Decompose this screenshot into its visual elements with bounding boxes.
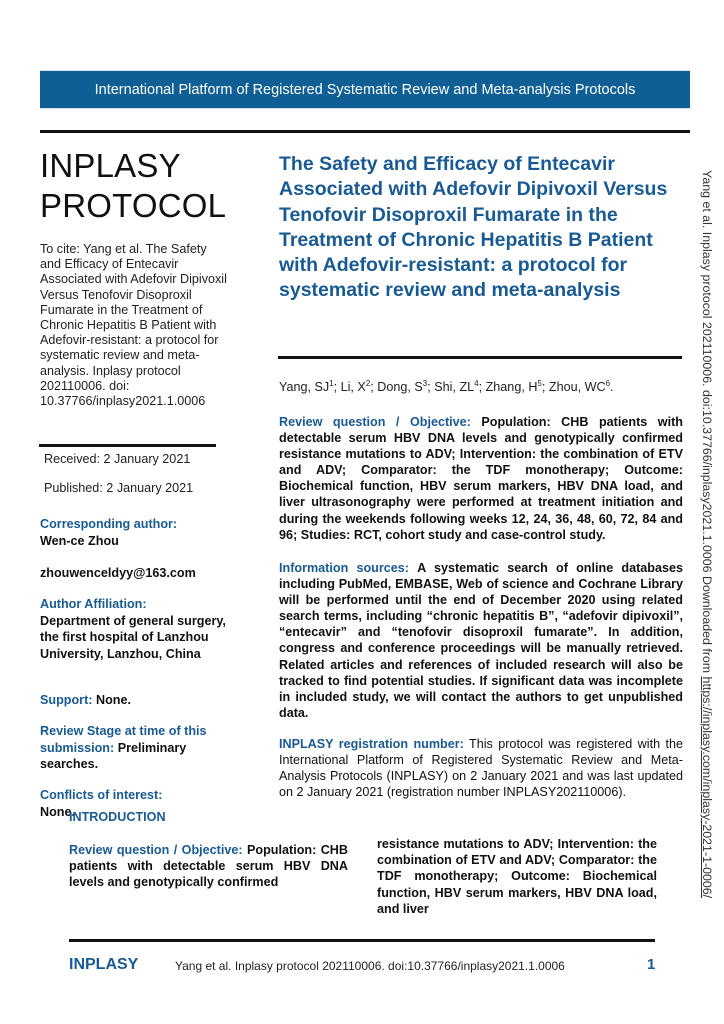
review-question-text: Population: CHB patients with detectable serum HBV DNA levels and genotypically confirmed resistance mutations to ADV; Intervention: the combination of ETV and ADV; Comparator: the TDF monotherapy; Outcome: Biochemical function, HBV serum markers, HBV DNA load, and liver ultrasonography were performed at treatment initiation and during the weekends following weeks 12, 24, 36, 48, 60, 72, 84 and 96; Studies: RCT, cohort study and case-control study. (279, 415, 683, 542)
conflicts-value: None. (40, 804, 75, 819)
review-stage-value: Preliminary searches. (40, 740, 187, 771)
side-watermark-text: Yang et al. Inplasy protocol 202110006. doi:10.37766/inplasy2021.1.0006 Downloaded from (700, 170, 714, 677)
sidebar-divider (39, 444, 216, 447)
received-date: Received: 2 January 2021 (44, 452, 191, 466)
download-link[interactable]: https://inplasy.com/inplasy-2021-1-0006/ (700, 676, 714, 899)
footer-citation: Yang et al. Inplasy protocol 202110006. doi:10.37766/inplasy2021.1.0006 (175, 959, 565, 973)
information-sources-paragraph (279, 560, 683, 721)
top-divider (40, 130, 690, 133)
introduction-heading: INTRODUCTION (69, 810, 166, 824)
author: Shi, $ZL^4$; (434, 379, 486, 395)
author-email[interactable] (40, 565, 240, 582)
brand-line-1: INPLASY (40, 147, 181, 184)
information-sources-text: A systematic search of online databases including PubMed, EMBASE, Web of science and Cochrane Library will be performed until the end of December 2020 using related search terms, including “chronic hepatitis B”, “adefovir dipivoxil”, “entecavir” and “tenofovir disoproxil fumarate”. In addition, congress and conference proceedings will be manually retrieved. Related articles and references of included research will also be tracked to find potential studies. If significant data was incomplete in included study, we will contact the authors to get unpublished data. (279, 561, 683, 720)
review-stage-label: Review Stage at time of this submission: (40, 724, 207, 755)
review-stage-section (40, 723, 230, 773)
author: Zhou, $WC^6$. (548, 379, 614, 395)
introduction-column-2: resistance mutations to ADV; Intervention: the combination of ETV and ADV; Comparator: the TDF monotherapy; Outcome: Biochemical function, HBV serum markers, HBV DNA load, and liver (377, 837, 657, 916)
header-banner (40, 70, 690, 109)
author: Li, $X^2$; (340, 379, 378, 395)
review-question-paragraph (279, 414, 683, 543)
support-section (40, 692, 240, 709)
title-divider (278, 356, 682, 359)
affiliation-label: Author Affiliation: (40, 597, 147, 611)
information-sources-label: Information sources: (279, 561, 409, 575)
author-affiliation (40, 596, 235, 662)
support-label: Support: (40, 693, 93, 707)
inplasy-protocol-brand (40, 146, 226, 226)
footer-brand: INPLASY (69, 956, 139, 973)
intro-column-1-text: Population: CHB patients with detectable serum HBV DNA levels and genotypically confirmed (69, 843, 348, 890)
corresponding-author-name: Wen-ce Zhou (40, 533, 119, 548)
affiliation-value: Department of general surgery, the first hospital of Lanzhou University, Lanzhou, China (40, 613, 226, 661)
paper-title: The Safety and Efficacy of Entecavir Associated with Adefovir Dipivoxil Versus Tenofovir Disoproxil Fumarate in the Treatment of Chronic Hepatitis B Patient with Adefovir-resistant: a protocol for systematic review and meta-analysis (279, 153, 668, 302)
author: Zhang, $H^5$; (485, 379, 549, 395)
corresponding-author (40, 516, 240, 549)
banner-text: International Platform of Registered Systematic Review and Meta-analysis Protocols (94, 81, 636, 98)
author: Dong, $S^3$; (377, 379, 435, 395)
registration-paragraph (279, 736, 683, 800)
footer-divider (69, 939, 655, 942)
conflicts-label: Conflicts of interest: (40, 788, 163, 802)
author-list (279, 379, 614, 394)
side-watermark (698, 170, 714, 905)
corresponding-author-label: Corresponding author: (40, 517, 178, 531)
review-question-label: Review question / Objective: (279, 415, 471, 429)
citation-text: To cite: Yang et al. The Safety and Efficacy of Entecavir Associated with Adefovir Dipivoxil Versus Tenofovir Disoproxil Fumarate in the Treatment of Chronic Hepatitis B Patient with Adefovir-resistant: a protocol for systematic review and meta-analysis. Inplasy protocol 202110006. doi: 10.37766/inplasy2021.1.0006 (40, 242, 227, 409)
brand-line-2: PROTOCOL (40, 187, 227, 224)
author: Yang, $SJ^1$; (279, 379, 341, 395)
support-value: None. (95, 693, 131, 707)
page-number: 1 (647, 956, 656, 973)
registration-label: INPLASY registration number: (279, 737, 464, 751)
registration-text: This protocol was registered with the International Platform of Registered Systematic Review and Meta-Analysis Protocols (INPLASY) on 2 January 2021 and was last updated on 2 January 2021 (registration number INPLASY202110006). (279, 737, 683, 800)
introduction-column-1 (69, 842, 348, 891)
email-link[interactable]: zhouwenceldyy@163.com (40, 566, 196, 580)
intro-review-label: Review question / Objective: (69, 843, 243, 857)
published-date: Published: 2 January 2021 (44, 481, 194, 495)
